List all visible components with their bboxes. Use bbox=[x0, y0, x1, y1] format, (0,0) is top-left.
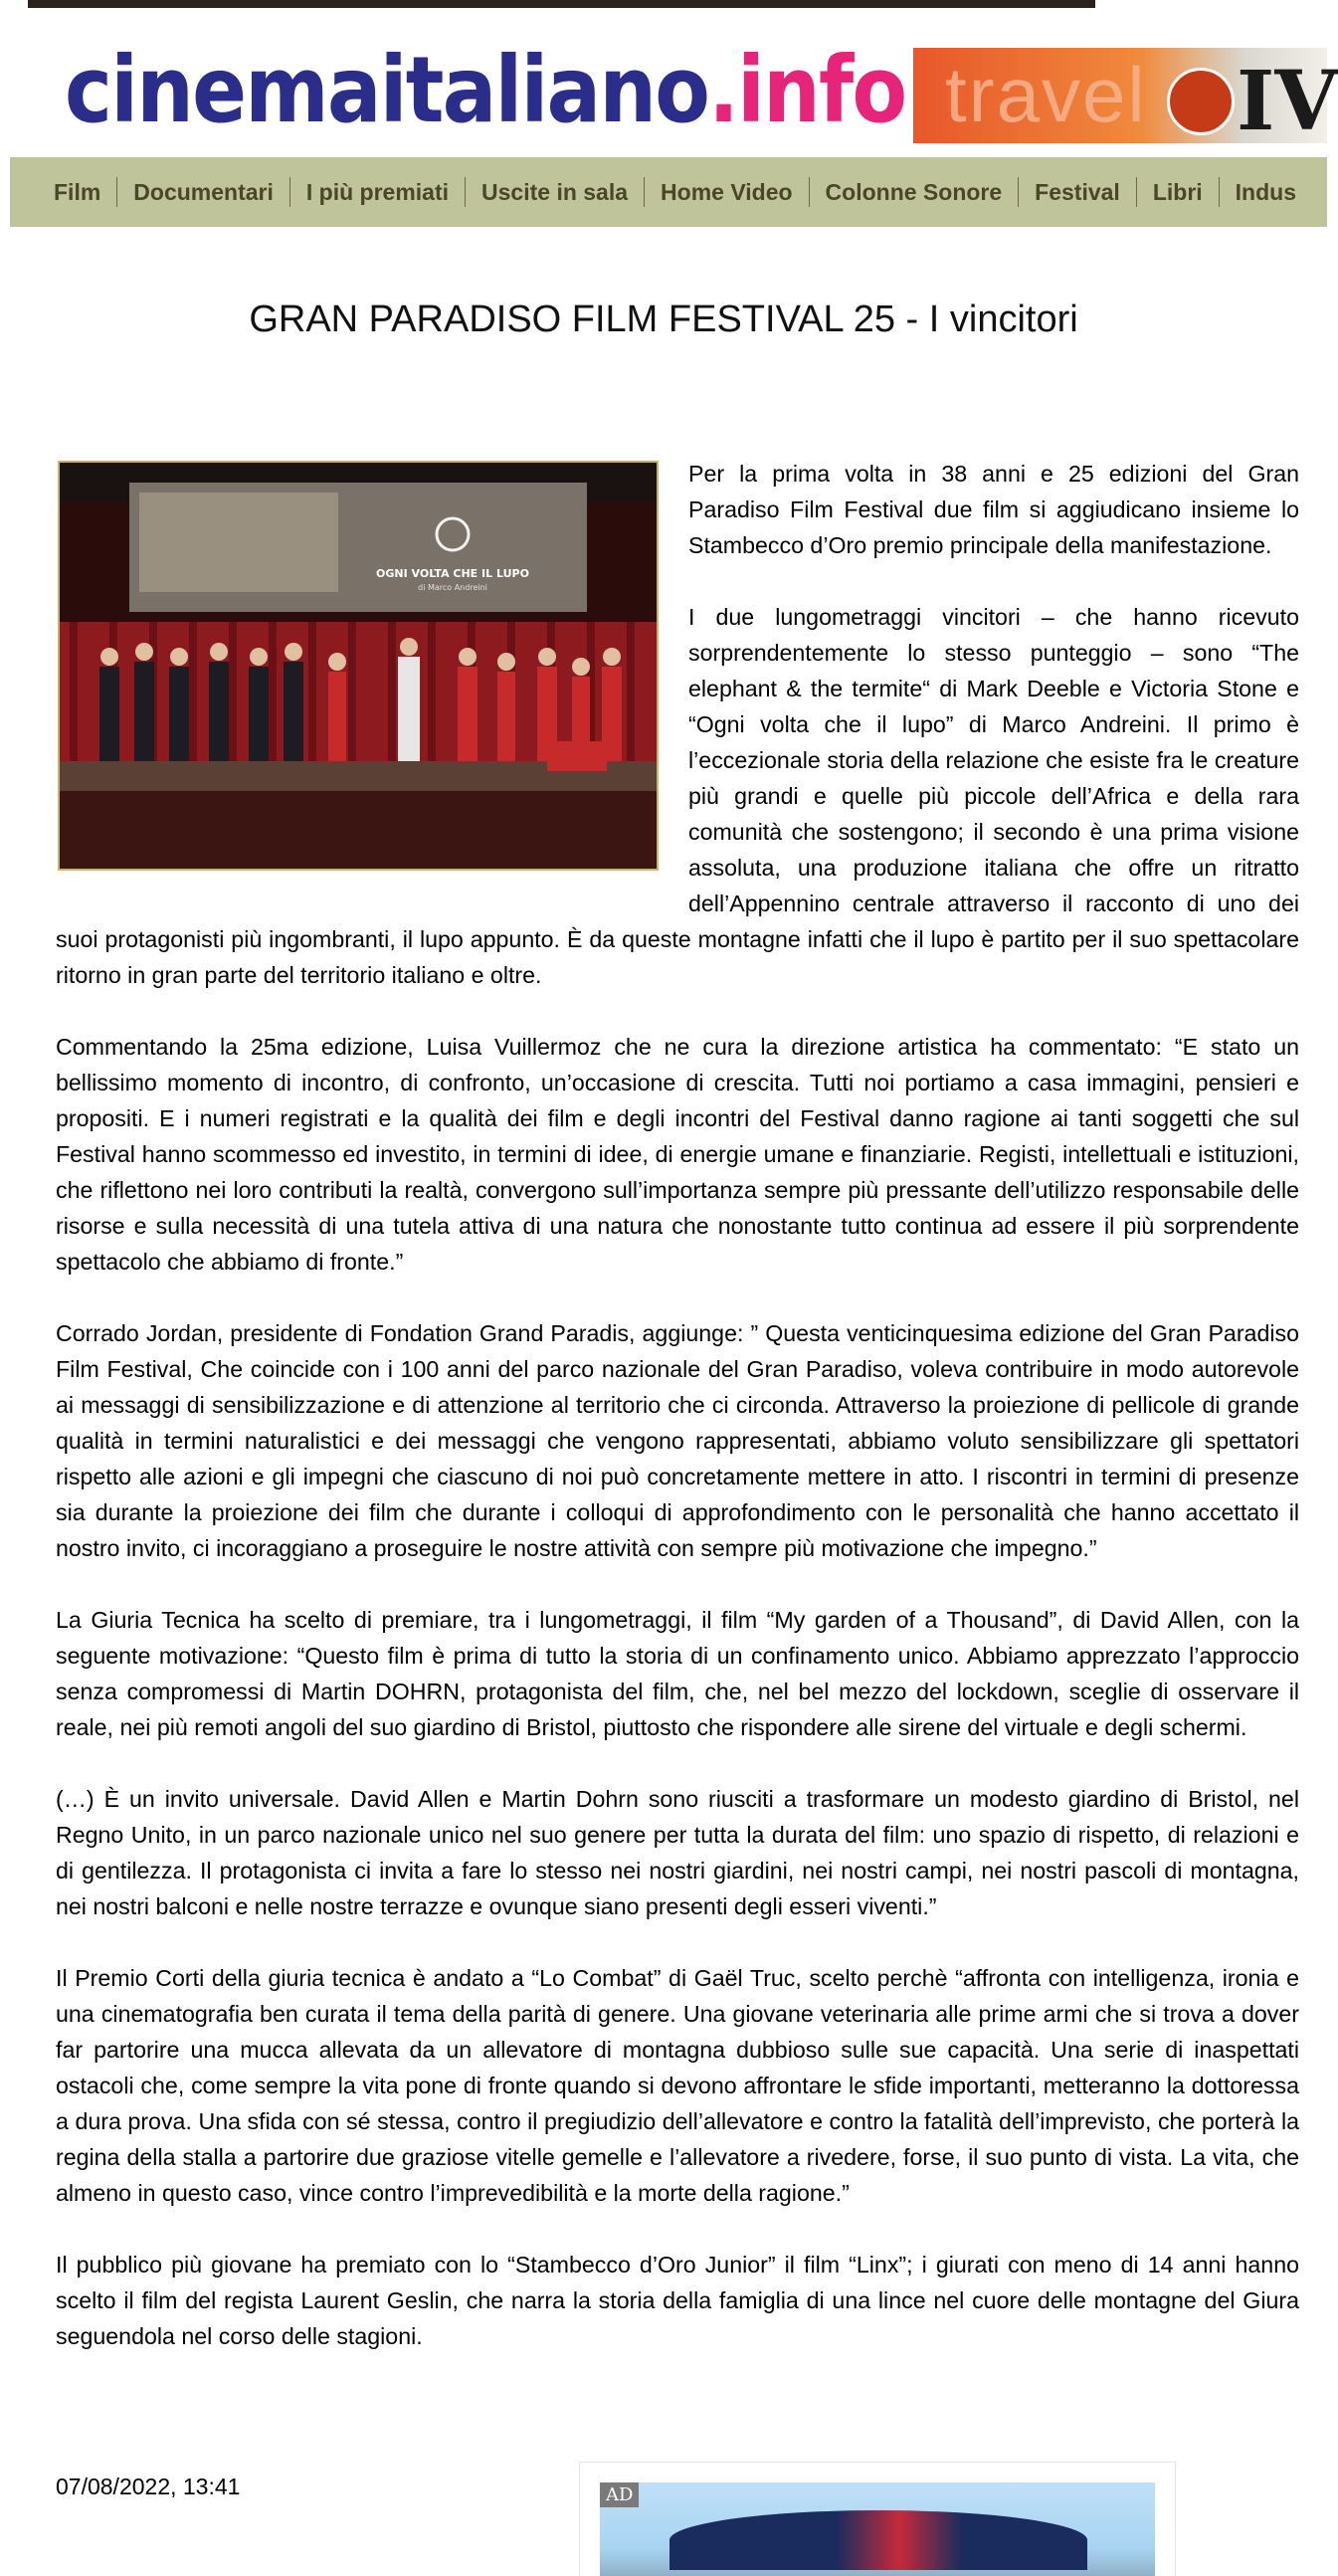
nav-festival[interactable]: Festival bbox=[1018, 177, 1136, 207]
travel-banner[interactable] bbox=[913, 48, 1338, 149]
publish-date: 07/08/2022, 13:41 bbox=[56, 2474, 241, 2499]
article-paragraph: (…) È un invito universale. David Allen e Martin Dohrn sono riusciti a trasformare un modesto giardino di Bristol, nel Regno Unito, in un parco nazionale unico nel suo genere per tutta la durata del film: uno spazio di rispetto, di relazioni e di gentilezza. Il protagonista ci invita a fare lo stesso nei nostri giardini, nei nostri campi, nei nostri pascoli di montagna, nei nostri balconi e nelle nostre terrazze e ovunque siano presenti degli esseri viventi.” bbox=[56, 1786, 1299, 1919]
top-strip bbox=[28, 0, 1095, 8]
article-title: GRAN PARADISO FILM FESTIVAL 25 - I vincitori bbox=[249, 298, 1078, 340]
nav-uscite-in-sala[interactable]: Uscite in sala bbox=[465, 177, 644, 207]
site-logo[interactable]: cinemaitaliano.info bbox=[65, 37, 906, 143]
nav-industria[interactable]: Indus bbox=[1219, 177, 1312, 207]
article-body bbox=[56, 456, 1299, 2390]
advertisement[interactable] bbox=[579, 2462, 1176, 2576]
nav-colonne-sonore[interactable]: Colonne Sonore bbox=[809, 177, 1019, 207]
article-paragraph: Per la prima volta in 38 anni e 25 edizioni del Gran Paradiso Film Festival due film si aggiudicano insieme lo Stambecco d’Oro premio principale della manifestazione. bbox=[688, 461, 1299, 558]
nav-home-video[interactable]: Home Video bbox=[644, 177, 809, 207]
article-paragraph: Il Premio Corti della giuria tecnica è andato a “Lo Combat” di Gaël Truc, scelto perchè “affronta con intelligenza, ironia e una cinematografia ben curata il tema della parità di genere. Una giovane veterinaria alle prime armi che si trova a dover far partorire una mucca allevata da un allevatore di montagna dubbioso sulle sue capacità. Una serie di inaspettati ostacoli che, come sempre la vita pone di fronte quando si devono affrontare le sfide importanti, metteranno la dottoressa a dura prova. Una sfida con sé stessa, contro il pregiudizio dell’allevatore e contro la fatalità dell’imprevisto, che porterà la regina della stalla a partorire due graziose vitelle gemelle e l’allevatore a rivedere, forse, il suo punto di vista. La vita, che almeno in questo caso, vince contro l’imprevedibilità e la morte della ragione.” bbox=[56, 1965, 1299, 2206]
article-paragraph: Commentando la 25ma edizione, Luisa Vuillermoz che ne cura la direzione artistica ha commentato: “E stato un bellissimo momento di incontro, di confronto, un’occasione di crescita. Tutti noi portiamo a casa immagini, pensieri e propositi. E i numeri registrati e la qualità dei film e degli incontri del Festival danno ragione ai tanti soggetti che sul Festival hanno scommesso ed investito, in termini di idee, di energie umane e finanziarie. Registi, intellettuali e istituzioni, che riflettono nei loro contributi la realtà, convergono sull’importanza sempre più pressante dell’utilizzo responsabile delle risorse e sulla necessità di una tutela attiva di una natura che nonostante tutto continua ad essere il più sorprendente spettacolo che abbiamo di fronte.” bbox=[56, 1034, 1299, 1275]
globe-icon bbox=[1167, 68, 1235, 135]
nav-libri[interactable]: Libri bbox=[1136, 177, 1219, 207]
article-paragraph: Corrado Jordan, presidente di Fondation Grand Paradis, aggiunge: ” Questa venticinquesima edizione del Gran Paradiso Film Festival, Che coincide con i 100 anni del parco nazionale del Gran Paradiso, voleva contribuire in modo autorevole ai messaggi di sensibilizzazione e di attenzione al territorio che ci circonda. Attraverso la proiezione di pellicole di grande qualità in termini naturalistici e dei messaggi che vengono rappresentati, abbiamo voluto sensibilizzare gli spettatori rispetto alle azioni e gli impegni che ciascuno di noi può concretamente mettere in atto. I riscontri in termini di presenze sia durante la proiezione dei film che durante i colloqui di approfondimento con le personalità che hanno accettato il nostro invito, ci incoraggiano a proseguire le nostre attività con sempre più motivazione che impegno.” bbox=[56, 1320, 1299, 1561]
banner-word: travel bbox=[945, 51, 1147, 138]
nav-documentari[interactable]: Documentari bbox=[116, 177, 289, 207]
nav-piu-premiati[interactable]: I più premiati bbox=[289, 177, 465, 207]
article-paragraph: Il pubblico più giovane ha premiato con lo “Stambecco d’Oro Junior” il film “Linx”; i giurati con meno di 14 anni hanno scelto il film del regista Laurent Geslin, che narra la storia della famiglia di una lince nel cuore delle montagne del Giura seguendola nel corso delle stagioni. bbox=[56, 2252, 1299, 2349]
banner-roman: IV bbox=[1237, 54, 1338, 149]
article-paragraph: I due lungometraggi vincitori – che hanno ricevuto sorprendentemente lo stesso punteggio – sono “The elephant & the termite“ di Mark Deeble e Victoria Stone e “Ogni volta che il lupo” di Marco Andreini. Il primo è l’eccezionale storia della relazione che esiste fra le creature più grandi e quelle più piccole dell’Africa e della rara comunità che sostengono; il secondo è una prima visione assoluta, una produzione italiana che offre un ritratto dell’Appennino centrale attraverso il racconto di uno dei suoi protagonisti più ingombranti, il lupo appunto. È da queste montagne infatti che il lupo è partito per il suo spettacolare ritorno in gran parte del territorio italiano e oltre. bbox=[56, 604, 1299, 988]
photo-spacer bbox=[56, 456, 688, 903]
nav-film[interactable]: Film bbox=[54, 179, 101, 205]
article-paragraph: La Giuria Tecnica ha scelto di premiare, tra i lungometraggi, il film “My garden of a Thousand”, di David Allen, con la seguente motivazione: “Questo film è prima di tutto la storia di un confinamento unico. Abbiamo apprezzato l’approccio senza compromessi di Martin DOHRN, protagonista del film, che, nel bel mezzo del lockdown, sceglie di osservare il reale, nei più remoti angoli del suo giardino di Bristol, piuttosto che rispondere alle sirene del virtuale e degli schermi. bbox=[56, 1607, 1299, 1740]
site-header bbox=[0, 8, 1338, 157]
screen-title: OGNI VOLTA CHE IL LUPO bbox=[376, 567, 529, 580]
main-nav bbox=[10, 157, 1327, 227]
ad-badge: AD bbox=[600, 2482, 639, 2507]
ad-boat-graphic bbox=[669, 2510, 1087, 2570]
screen-subtitle: di Marco Andreini bbox=[418, 583, 487, 592]
